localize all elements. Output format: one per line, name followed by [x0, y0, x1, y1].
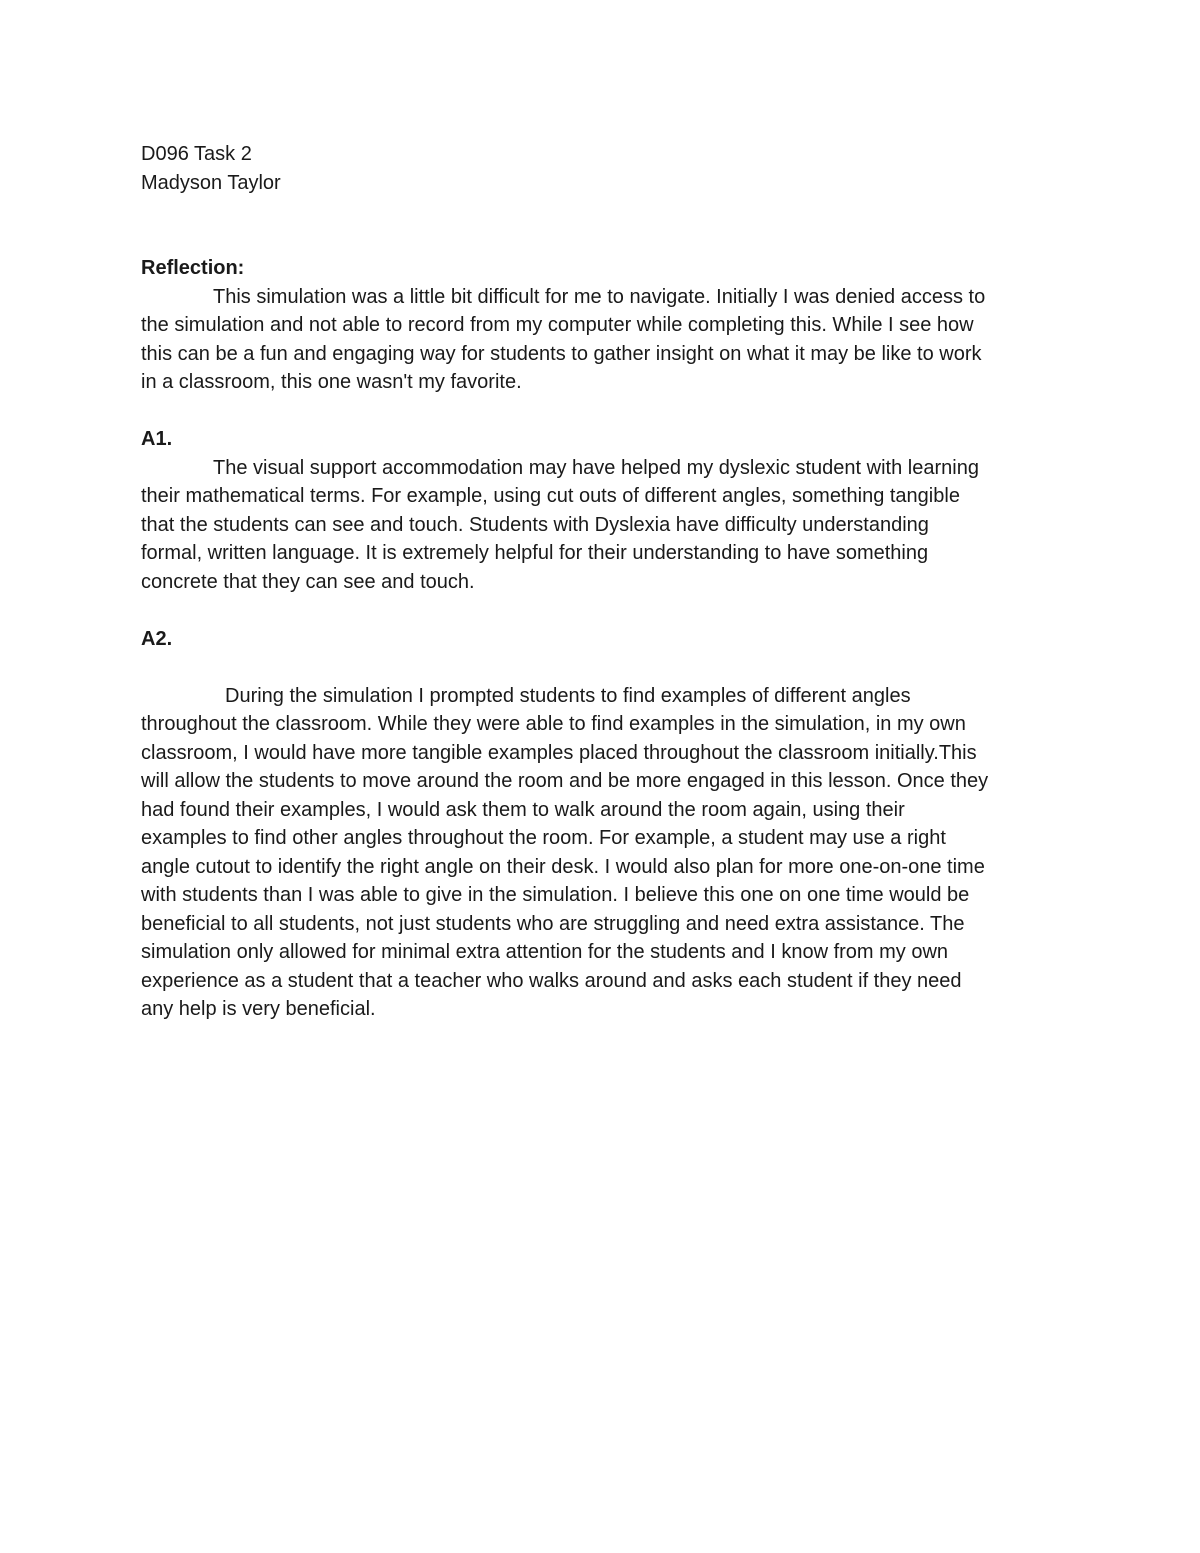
paragraph-line: will allow the students to move around the room and be more engaged in this lesson. Once they — [141, 770, 989, 792]
paragraph-line: the simulation and not able to record from my computer while completing this. While I see how — [141, 314, 974, 336]
paragraph-line: throughout the classroom. While they were able to find examples in the simulation, in my own — [141, 713, 966, 735]
paragraph-line: any help is very beneficial. — [141, 998, 376, 1020]
paragraph-line: had found their examples, I would ask them to walk around the room again, using their — [141, 798, 905, 821]
author-name: Madyson Taylor — [141, 171, 281, 194]
paragraph-line: this can be a fun and engaging way for students to gather insight on what it may be like to work — [141, 342, 982, 365]
paragraph-line: in a classroom, this one wasn't my favorite. — [141, 371, 522, 393]
paragraph-line: During the simulation I prompted students to find examples of different angles — [225, 684, 911, 707]
a1-heading: A1. — [141, 428, 173, 450]
a2-heading: A2. — [141, 627, 173, 650]
a2-paragraph — [141, 682, 1061, 1024]
paragraph-line: classroom, I would have more tangible examples placed throughout the classroom initially.This — [141, 741, 977, 764]
paragraph-line: examples to find other angles throughout the room. For example, a student may use a right — [141, 827, 946, 849]
document-body — [141, 140, 1061, 1024]
a1-paragraph — [141, 454, 1061, 597]
reflection-heading: Reflection: — [141, 257, 245, 279]
paragraph-line: The visual support accommodation may have helped my dyslexic student with learning — [213, 456, 979, 479]
paragraph-line: with students than I was able to give in the simulation. I believe this one on one time would be — [141, 884, 970, 906]
paragraph-line: simulation only allowed for minimal extra attention for the students and I know from my own — [141, 941, 949, 963]
spacer — [141, 397, 1061, 426]
paragraph-line: experience as a student that a teacher who walks around and asks each student if they need — [141, 969, 962, 992]
spacer — [141, 653, 1061, 682]
paragraph-line: their mathematical terms. For example, using cut outs of different angles, something tangible — [141, 485, 960, 507]
course-task-title: D096 Task 2 — [141, 143, 252, 165]
paragraph-line: that the students can see and touch. Students with Dyslexia have difficulty understanding — [141, 513, 929, 536]
paragraph-line: formal, written language. It is extremely helpful for their understanding to have something — [141, 542, 929, 564]
spacer — [141, 197, 1061, 254]
paragraph-line: beneficial to all students, not just students who are struggling and need extra assistance. The — [141, 912, 965, 935]
spacer — [141, 596, 1061, 625]
paragraph-line: concrete that they can see and touch. — [141, 570, 475, 593]
paragraph-line: angle cutout to identify the right angle on their desk. I would also plan for more one-on-one time — [141, 855, 985, 878]
reflection-paragraph — [141, 283, 1061, 397]
paragraph-line: This simulation was a little bit difficult for me to navigate. Initially I was denied access to — [213, 285, 986, 308]
